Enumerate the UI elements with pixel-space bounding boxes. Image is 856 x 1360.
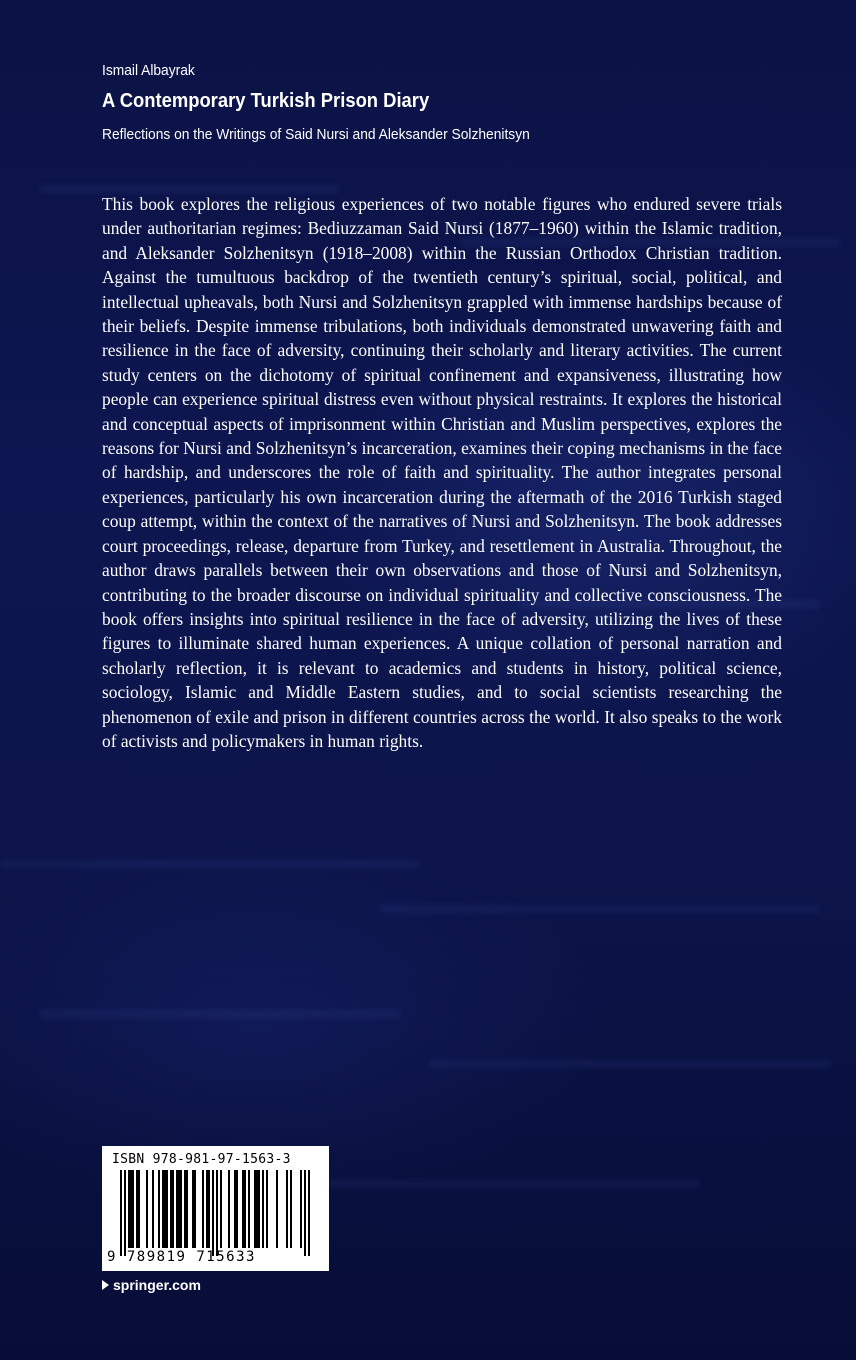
barcode-bar [258,1170,260,1248]
author-name: Ismail Albayrak [102,62,195,79]
barcode-bar [220,1170,222,1248]
barcode-bar [236,1170,238,1248]
barcode-bar [120,1170,122,1256]
book-title: A Contemporary Turkish Prison Diary [102,90,430,112]
barcode-bar [304,1170,306,1256]
barcode-bar [166,1170,168,1248]
barcode-bar [132,1170,134,1248]
background-streak [430,1060,830,1068]
barcode-bar [276,1170,278,1248]
barcode-bar [206,1170,208,1248]
barcode-bar [256,1170,258,1248]
barcode-bar [146,1170,148,1248]
barcode-bar [212,1170,214,1256]
book-description: This book explores the religious experiences of two notable figures who endured severe trials under authoritarian regimes: Bediuzzaman Said Nursi (1877–1960) within the Islamic tradition, and Aleksander Solzhenitsyn (1918–2008) within the Russian Orthodox Christian tradition. Against the tumultuous backdrop of the twentieth century’s spiritual, social, political, and intellectual upheavals, both Nursi and Solzhenitsyn grappled with immense hardships because of their beliefs. Despite immense tribulations, both individuals demonstrated unwavering faith and resilience in the face of adversity, continuing their scholarly and literary activities. The current study centers on the dichotomy of spiritual confinement and expansiveness, illustrating how people can experience spiritual distress even without physical restraints. It explores the historical and conceptual aspects of imprisonment within Christian and Muslim perspectives, explores the reasons for Nursi and Solzhenitsyn’s incarceration, examines their coping mechanisms in the face of hardship, and underscores the role of faith and spirituality. The author integrates personal experiences, particularly his own incarceration during the aftermath of the 2016 Turkish staged coup attempt, within the context of the narratives of Nursi and Solzhenitsyn. The book addresses court proceedings, release, departure from Turkey, and resettlement in Australia. Throughout, the author draws parallels between their own observations and those of Nursi and Solzhenitsyn, contributing to the broader discourse on individual spirituality and collective consciousness. The book offers insights into spiritual resilience in the face of adversity, utilizing the lives of these figures to illuminate shared human experiences. A unique collation of personal narration and scholarly reflection, it is relevant to academics and students in history, political science, sociology, Islamic and Middle Eastern studies, and to social scientists researching the phenomenon of exile and prison in different countries across the world. It also speaks to the work of activists and policymakers in human rights. [102,194,782,751]
book-subtitle: Reflections on the Writings of Said Nursi and Aleksander Solzhenitsyn [102,126,530,143]
barcode-bar [170,1170,172,1248]
barcode-bar [308,1170,310,1256]
isbn-barcode [102,1146,329,1271]
barcode-bar [216,1170,218,1256]
barcode-bar [244,1170,246,1248]
barcode-bar [184,1170,186,1248]
isbn-label: ISBN 978-981-97-1563-3 [112,1152,291,1167]
barcode-bar [262,1170,264,1248]
publisher-link[interactable] [102,1277,201,1293]
background-streak [0,860,420,868]
barcode-bar [300,1170,302,1248]
barcode-bar [176,1170,178,1248]
barcode-bar [286,1170,288,1248]
barcode-bar [152,1170,154,1248]
background-streak [40,1010,400,1018]
barcode-bar [248,1170,250,1248]
barcode-bar [130,1170,132,1248]
barcode-bar [208,1170,210,1248]
barcode-bar [172,1170,174,1248]
barcode-bar [124,1170,126,1256]
barcode-bar [180,1170,182,1248]
barcode-bar [162,1170,164,1248]
ean-digits: 9 789819 715633 [107,1249,256,1265]
barcode-bar [290,1170,292,1248]
barcode-bar [194,1170,196,1248]
barcode-bar [158,1170,160,1248]
publisher-link-label: springer.com [113,1277,201,1293]
barcode-bar [192,1170,194,1248]
barcode-bar [242,1170,244,1248]
barcode-bar [202,1170,204,1248]
barcode-bar [138,1170,140,1248]
barcode-bar [178,1170,180,1248]
barcode-bar [254,1170,256,1248]
barcode-bar [266,1170,268,1248]
barcode-bar [234,1170,236,1248]
triangle-arrow-icon [102,1280,109,1290]
barcode-bar [164,1170,166,1248]
barcode-bar [186,1170,188,1248]
background-streak [380,905,820,913]
barcode-bar [128,1170,130,1248]
barcode-bar [228,1170,230,1248]
barcode-bar [136,1170,138,1248]
